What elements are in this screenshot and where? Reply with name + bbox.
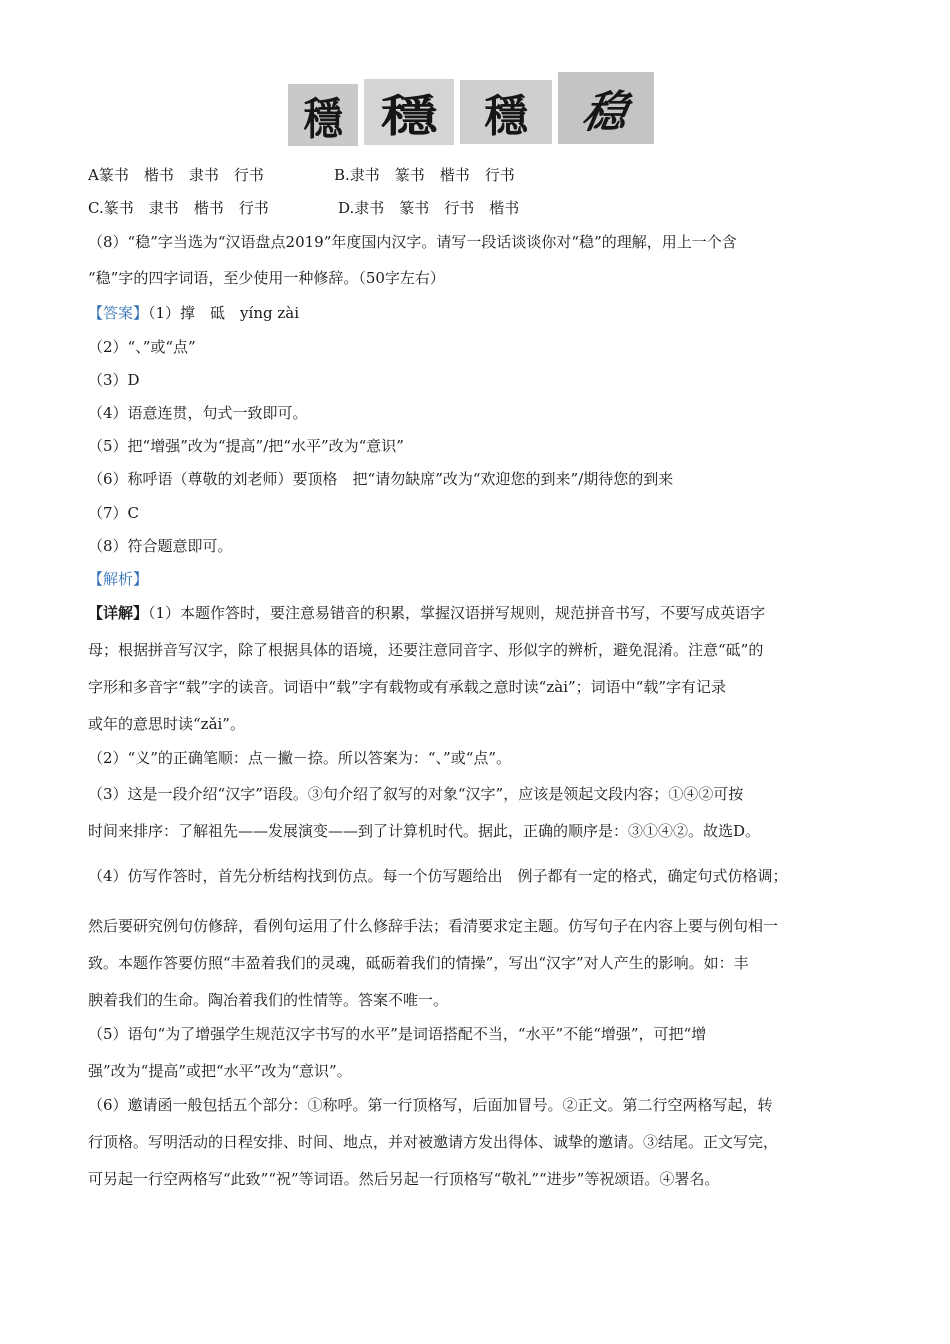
seal-script-image [288,84,358,146]
answer-2: （2）“、”或“点” [88,338,196,356]
clerical-char: 穩 [380,91,438,142]
answer-4: （4）语意连贯，句式一致即可。 [88,404,308,422]
option-d: D.隶书 篆书 行书 楷书 [338,199,520,217]
detail-p1-l2: 母；根据拼音写汉字，除了根据具体的语境，还要注意同音字、形似字的辨析，避免混淆。注意“砥”的 [88,641,764,659]
detail-p5-l1: （5）语句“为了增强学生规范汉字书写的水平”是词语搭配不当，“水平”不能“增强”，可把“增 [88,1025,707,1043]
detail-p4-l1: （4）仿写作答时，首先分析结构找到仿点。每一个仿写题给出 例子都有一定的格式，确定句式仿格调； [88,867,788,885]
detail-p1-l1: （1）本题作答时，要注意易错音的积累，掌握汉语拼写规则，规范拼音书写，不要写成英语字 [148,604,766,622]
answer-1: （1）撑 砥 yíng zài [148,304,300,322]
detail-p1-l4: 或年的意思时读“zǎi”。 [88,715,245,733]
detail-p5-l2: 强”改为“提高”或把“水平”改为“意识”。 [88,1062,352,1080]
detail-label: 【详解】 [88,604,149,622]
detail-p2: （2）“义”的正确笔顺：点－撇－捺。所以答案为：“、”或“点”。 [88,749,512,767]
answer-8: （8）符合题意即可。 [88,537,233,555]
running-script-image [558,72,654,144]
regular-script-image [460,80,552,144]
detail-p6-l1: （6）邀请函一般包括五个部分：①称呼。第一行顶格写，后面加冒号。②正文。第二行空两格写起，转 [88,1096,773,1114]
option-b: B.隶书 篆书 楷书 行书 [334,166,515,184]
detail-p3-l2: 时间来排序：了解祖先——发展演变——到了计算机时代。据此，正确的顺序是：③①④②。故选D。 [88,822,761,840]
detail-p4-l4: 腴着我们的生命。陶冶着我们的性情等。答案不唯一。 [88,991,449,1009]
analysis-label: 【解析】 [88,570,149,588]
option-a: A篆书 楷书 隶书 行书 [88,166,264,184]
detail-p6-l2: 行顶格。写明活动的日程安排、时间、地点，并对被邀请方发出得体、诚挚的邀请。③结尾。正文写完， [88,1133,779,1151]
question-8-line-1: （8）“稳”字当选为“汉语盘点2019”年度国内汉字。请写一段话谈谈你对“稳”的理解，用上一个含 [88,233,737,251]
detail-p4-l3: 致。本题作答要仿照“丰盈着我们的灵魂，砥砺着我们的情操”，写出“汉字”对人产生的影响。如：丰 [88,954,749,972]
seal-char: 穩 [303,94,343,145]
answer-1-row [88,303,299,323]
calligraphy-images [288,78,654,146]
detail-p4-l2: 然后要研究例句仿修辞，看例句运用了什么修辞手法；看清要求定主题。仿写句子在内容上要与例句相一 [88,917,779,935]
regular-char: 穩 [484,91,528,142]
answer-7: （7）C [88,504,140,522]
question-8-line-2: “稳”字的四字词语，至少使用一种修辞。（50字左右） [88,269,445,287]
detail-line-1 [88,603,765,623]
option-c: C.篆书 隶书 楷书 行书 [88,199,269,217]
answer-6: （6）称呼语（尊敬的刘老师）要顶格 把“请勿缺席”改为“欢迎您的到来”/期待您的到来 [88,470,674,488]
detail-p1-l3: 字形和多音字“载”字的读音。词语中“载”字有载物或有承载之意时读“zài”；词语中“载”字有记录 [88,678,726,696]
answer-3: （3）D [88,371,140,389]
answer-label: 【答案】 [88,304,149,322]
detail-p3-l1: （3）这是一段介绍“汉字”语段。③句介绍了叙写的对象“汉字”，应该是领起文段内容；①④②可按 [88,785,744,803]
answer-5: （5）把“增强”改为“提高”/把“水平”改为“意识” [88,437,404,455]
clerical-script-image [364,79,454,145]
running-char: 稳 [578,87,632,138]
detail-p6-l3: 可另起一行空两格写“此致”“祝”等词语。然后另起一行顶格写“敬礼”“进步”等祝颂语。④署名。 [88,1170,720,1188]
